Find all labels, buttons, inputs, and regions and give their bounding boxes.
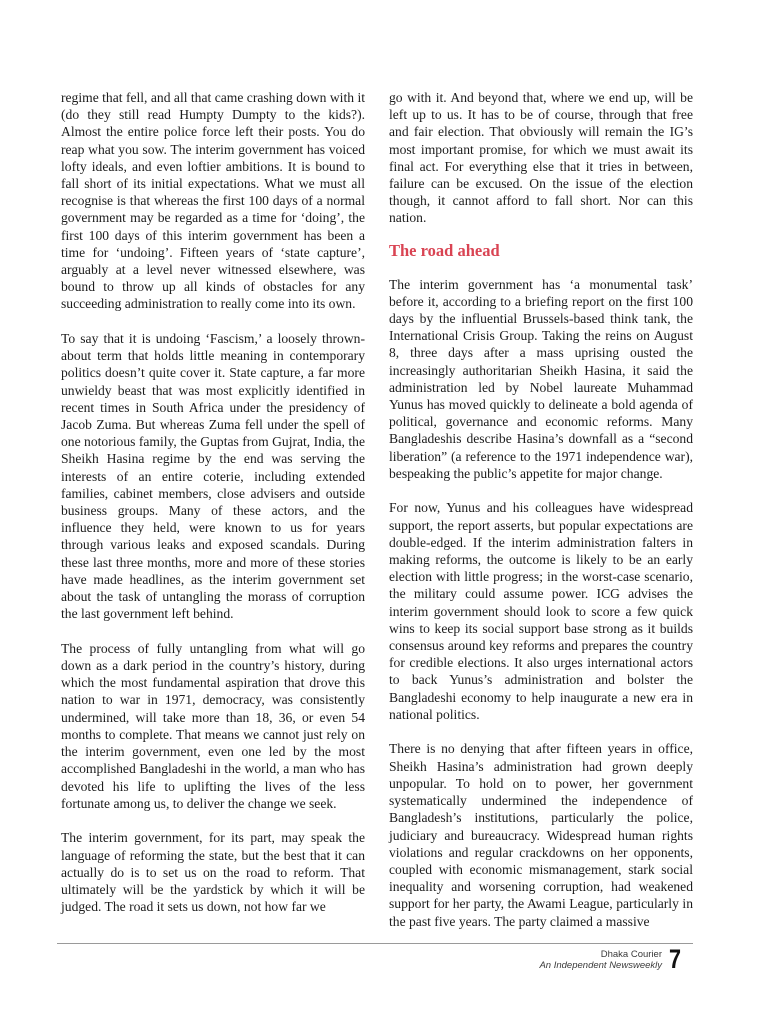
publication-name: Dhaka Courier xyxy=(600,949,662,960)
body-paragraph: To say that it is undoing ‘Fascism,’ a loosely thrown-about term that holds little meaning in contemporary politics doesn’t quite cover it. State capture, a far more unwieldy beast that was most explicitly identified in recent times in South Africa under the presidency of Jacob Zuma. But whereas Zuma fell under the spell of one notorious family, the Guptas from Gujrat, India, the Sheikh Hasina regime by the end was serving the interests of an entire coterie, including extended families, cabinet members, close advisers and outside business groups. Many of these actors, and the influence they held, were known to us for years through various leaks and exposed scandals. During these last three months, more and more of these stories have made headlines, as the interim government set about the task of untangling the morass of corruption the last government left behind. xyxy=(61,331,365,622)
article-column-left xyxy=(61,89,365,915)
page-footer xyxy=(539,949,662,971)
publication-tagline: An Independent Newsweekly xyxy=(539,960,662,971)
body-paragraph: The interim government, for its part, may speak the language of reforming the state, but the best that it can actually do is to set us on the road to reform. That ultimately will be the yardstick by which it will be judged. The road it sets us down, not how far we xyxy=(61,830,365,915)
body-paragraph: regime that fell, and all that came crashing down with it (do they still read Humpty Dumpty to the kids?). Almost the entire police force left their posts. You do reap what you sow. The interim government has voiced lofty ideals, and even loftier ambitions. It is bound to fall short of its initial expectations. What we must all recognise is that whereas the first 100 days of a normal government may be regarded as a time for ‘doing’, the first 100 days of this interim government has been a time for ‘undoing’. Fifteen years of ‘state capture’, arguably at a level never witnessed elsewhere, was bound to throw up all kinds of obstacles for any succeeding administration to really come into its own. xyxy=(61,90,365,312)
body-paragraph: The process of fully untangling from what will go down as a dark period in the country’s history, during which the most fundamental aspiration that drove this nation to war in 1971, democracy, was consistently undermined, will take more than 18, 36, or even 54 months to complete. That means we cannot just rely on the interim government, even one led by the most accomplished Bangladeshi in the world, a man who has devoted his life to uplifting the lives of the less fortunate among us, to deliver the change we seek. xyxy=(61,640,365,811)
body-paragraph: The interim government has ‘a monumental task’ before it, according to a briefing report on the first 100 days by the influential Brussels-based think tank, the International Crisis Group. Taking the reins on August 8, three days after a mass uprising ousted the increasingly authoritarian Sheikh Hasina, it said the administration led by Nobel laureate Muhammad Yunus has moved quickly to delineate a bold agenda of political, governance and economic reforms. Many Bangladeshis describe Hasina’s downfall as a “second liberation” (a reference to the 1971 independence war), bespeaking the public’s appetite for major change. xyxy=(389,276,693,481)
body-paragraph: There is no denying that after fifteen years in office, Sheikh Hasina’s administration had grown deeply unpopular. To hold on to power, her government systematically undermined the independence of Bangladesh’s institutions, particularly the police, judiciary and bureaucracy. Widespread human rights violations and regular crackdowns on her opponents, coupled with economic mismanagement, stark social inequality and worsening corruption, had weakened support for her party, the Awami League, particularly in the past five years. The party claimed a massive xyxy=(389,741,693,929)
footer-divider xyxy=(57,943,693,944)
page-number: 7 xyxy=(669,944,682,974)
article-column-right xyxy=(389,89,693,930)
section-heading: The road ahead xyxy=(389,240,500,260)
body-paragraph: For now, Yunus and his colleagues have widespread support, the report asserts, but popular expectations are double-edged. If the interim administration falters in making reforms, the outcome is likely to be an early election with little progress; in the worst-case scenario, the military could assume power. ICG advises the interim government should look to score a few quick wins to keep its social support base strong as it builds consensus around key reforms and prepares the country for credible elections. It also urges international actors to back Yunus’s administration and bolster the Bangladeshi economy to help inaugurate a new era in national politics. xyxy=(389,500,693,722)
body-paragraph: go with it. And beyond that, where we end up, will be left up to us. It has to be of course, through that free and fair election. That obviously will remain the IG’s most important promise, for which we must await its final act. For everything else that it tries in between, failure can be excused. On the issue of the election though, it cannot afford to fall short. Nor can this nation. xyxy=(389,90,693,226)
